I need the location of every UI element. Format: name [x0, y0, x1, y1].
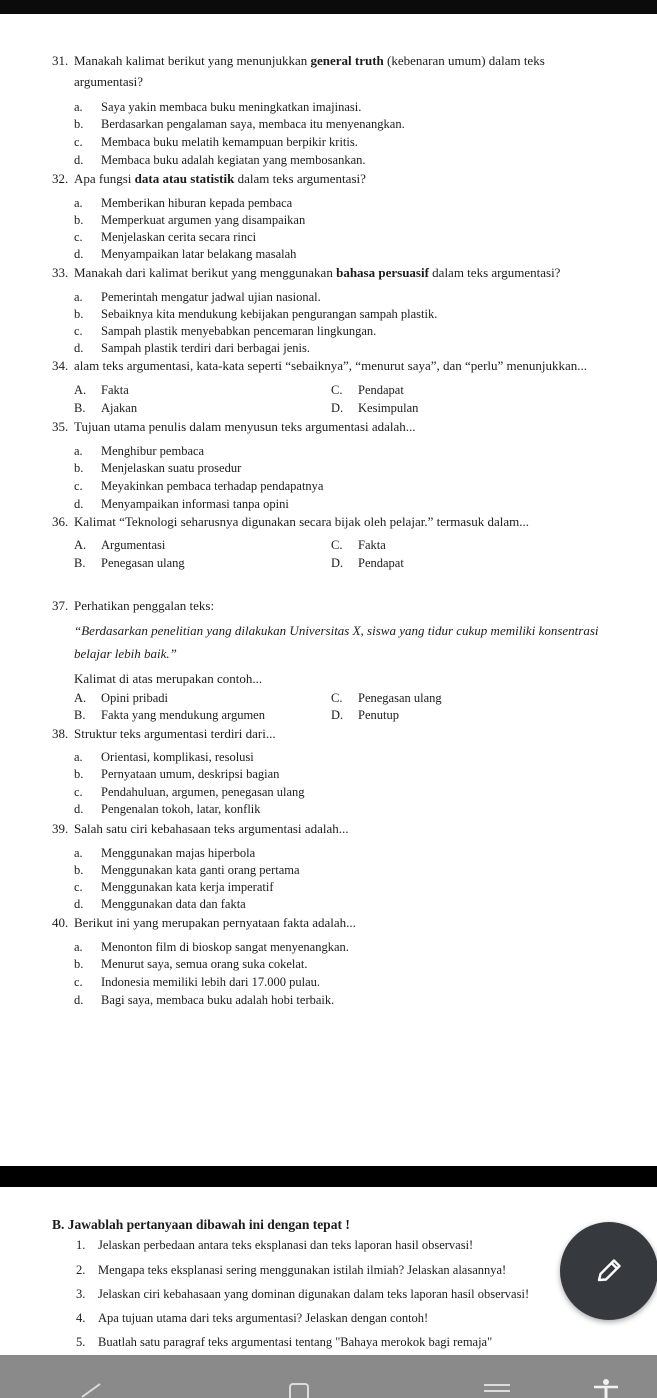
- option: b. Sebaiknya kita mendukung kebijakan pengurangan sampah plastik.: [74, 307, 438, 321]
- quote-line-2: belajar lebih baik.”: [74, 646, 177, 661]
- option: d. Menyampaikan informasi tanpa opini: [74, 497, 289, 511]
- option: b. Berdasarkan pengalaman saya, membaca itu menyenangkan.: [74, 117, 405, 131]
- option: a. Menghibur pembaca: [74, 444, 205, 458]
- question-36: 36. Kalimat “Teknologi seharusnya digunakan secara bijak oleh pelajar.” termasuk dalam...: [52, 514, 530, 529]
- option: b. Memperkuat argumen yang disampaikan: [74, 213, 306, 227]
- essay-item: 5. Buatlah satu paragraf teks argumentasi tentang "Bahaya merokok bagi remaja": [76, 1335, 493, 1349]
- option: D. Penutup: [331, 708, 399, 722]
- option: c. Membaca buku melatih kemampuan berpikir kritis.: [74, 135, 358, 149]
- option: b. Menurut saya, semua orang suka cokelat.: [74, 957, 308, 971]
- question-34: 34. alam teks argumentasi, kata-kata seperti “sebaiknya”, “menurut saya”, dan “perlu” menunjukkan...: [52, 358, 588, 373]
- quote-line-1: “Berdasarkan penelitian yang dilakukan Universitas X, siswa yang tidur cukup memiliki konsentrasi: [74, 623, 599, 638]
- option: d. Menggunakan data dan fakta: [74, 897, 246, 911]
- question-33: 33. Manakah dari kalimat berikut yang menggunakan bahasa persuasif dalam teks argumentasi?: [52, 265, 561, 280]
- option: b. Pernyataan umum, deskripsi bagian: [74, 767, 280, 781]
- accessibility-icon[interactable]: [592, 1378, 620, 1398]
- option: c. Pendahuluan, argumen, penegasan ulang: [74, 785, 305, 799]
- pencil-icon: [591, 1253, 627, 1289]
- option: c. Menjelaskan cerita secara rinci: [74, 230, 257, 244]
- option: C. Fakta: [331, 538, 386, 552]
- option: D. Kesimpulan: [331, 401, 419, 415]
- question-32: 32. Apa fungsi data atau statistik dalam teks argumentasi?: [52, 171, 366, 186]
- option: d. Menyampaikan latar belakang masalah: [74, 247, 297, 261]
- section-b-title: B. Jawablah pertanyaan dibawah ini dengan tepat !: [52, 1217, 350, 1232]
- option: B. Fakta yang mendukung argumen: [74, 708, 265, 722]
- option: a. Saya yakin membaca buku meningkatkan imajinasi.: [74, 100, 362, 114]
- home-square-icon[interactable]: [289, 1383, 309, 1398]
- essay-item: 2. Mengapa teks eksplanasi sering menggunakan istilah ilmiah? Jelaskan alasannya!: [76, 1263, 507, 1277]
- question-31-line2: argumentasi?: [74, 74, 144, 89]
- option: a. Menggunakan majas hiperbola: [74, 846, 256, 860]
- question-35: 35. Tujuan utama penulis dalam menyusun teks argumentasi adalah...: [52, 419, 416, 434]
- essay-item: 1. Jelaskan perbedaan antara teks eksplanasi dan teks laporan hasil observasi!: [76, 1238, 474, 1252]
- option: d. Membaca buku adalah kegiatan yang membosankan.: [74, 153, 366, 167]
- option: d. Bagi saya, membaca buku adalah hobi terbaik.: [74, 993, 335, 1007]
- option: c. Menggunakan kata kerja imperatif: [74, 880, 274, 894]
- question-37: 37. Perhatikan penggalan teks:: [52, 598, 215, 613]
- page-divider: [0, 1166, 657, 1187]
- essay-item: 4. Apa tujuan utama dari teks argumentasi? Jelaskan dengan contoh!: [76, 1311, 429, 1325]
- option: b. Menjelaskan suatu prosedur: [74, 461, 242, 475]
- option: C. Penegasan ulang: [331, 691, 442, 705]
- option: A. Argumentasi: [74, 538, 166, 552]
- option: a. Pemerintah mengatur jadwal ujian nasional.: [74, 290, 321, 304]
- option: C. Pendapat: [331, 383, 404, 397]
- option: a. Menonton film di bioskop sangat menyenangkan.: [74, 940, 349, 954]
- essay-item: 3. Jelaskan ciri kebahasaan yang dominan digunakan dalam teks laporan hasil observasi!: [76, 1287, 530, 1301]
- option: c. Indonesia memiliki lebih dari 17.000 pulau.: [74, 975, 321, 989]
- option: B. Ajakan: [74, 401, 138, 415]
- option: D. Pendapat: [331, 556, 404, 570]
- question-37-prompt: Kalimat di atas merupakan contoh...: [74, 671, 263, 686]
- option: d. Sampah plastik terdiri dari berbagai jenis.: [74, 341, 310, 355]
- status-bar: [0, 0, 657, 14]
- option: B. Penegasan ulang: [74, 556, 185, 570]
- question-31: 31. Manakah kalimat berikut yang menunjukkan general truth (kebenaran umum) dalam teks: [52, 53, 545, 68]
- question-39: 39. Salah satu ciri kebahasaan teks argumentasi adalah...: [52, 821, 349, 836]
- option: a. Memberikan hiburan kepada pembaca: [74, 196, 293, 210]
- option: A. Opini pribadi: [74, 691, 169, 705]
- option: c. Meyakinkan pembaca terhadap pendapatnya: [74, 479, 324, 493]
- question-38: 38. Struktur teks argumentasi terdiri dari...: [52, 726, 276, 741]
- option: b. Menggunakan kata ganti orang pertama: [74, 863, 300, 877]
- recent-apps-icon[interactable]: [484, 1384, 510, 1398]
- question-40: 40. Berikut ini yang merupakan pernyataan fakta adalah...: [52, 915, 356, 930]
- edit-fab-button[interactable]: [560, 1222, 657, 1320]
- option: d. Pengenalan tokoh, latar, konflik: [74, 802, 261, 816]
- back-triangle-icon[interactable]: [80, 1383, 102, 1398]
- option: c. Sampah plastik menyebabkan pencemaran lingkungan.: [74, 324, 377, 338]
- option: a. Orientasi, komplikasi, resolusi: [74, 750, 254, 764]
- option: A. Fakta: [74, 383, 129, 397]
